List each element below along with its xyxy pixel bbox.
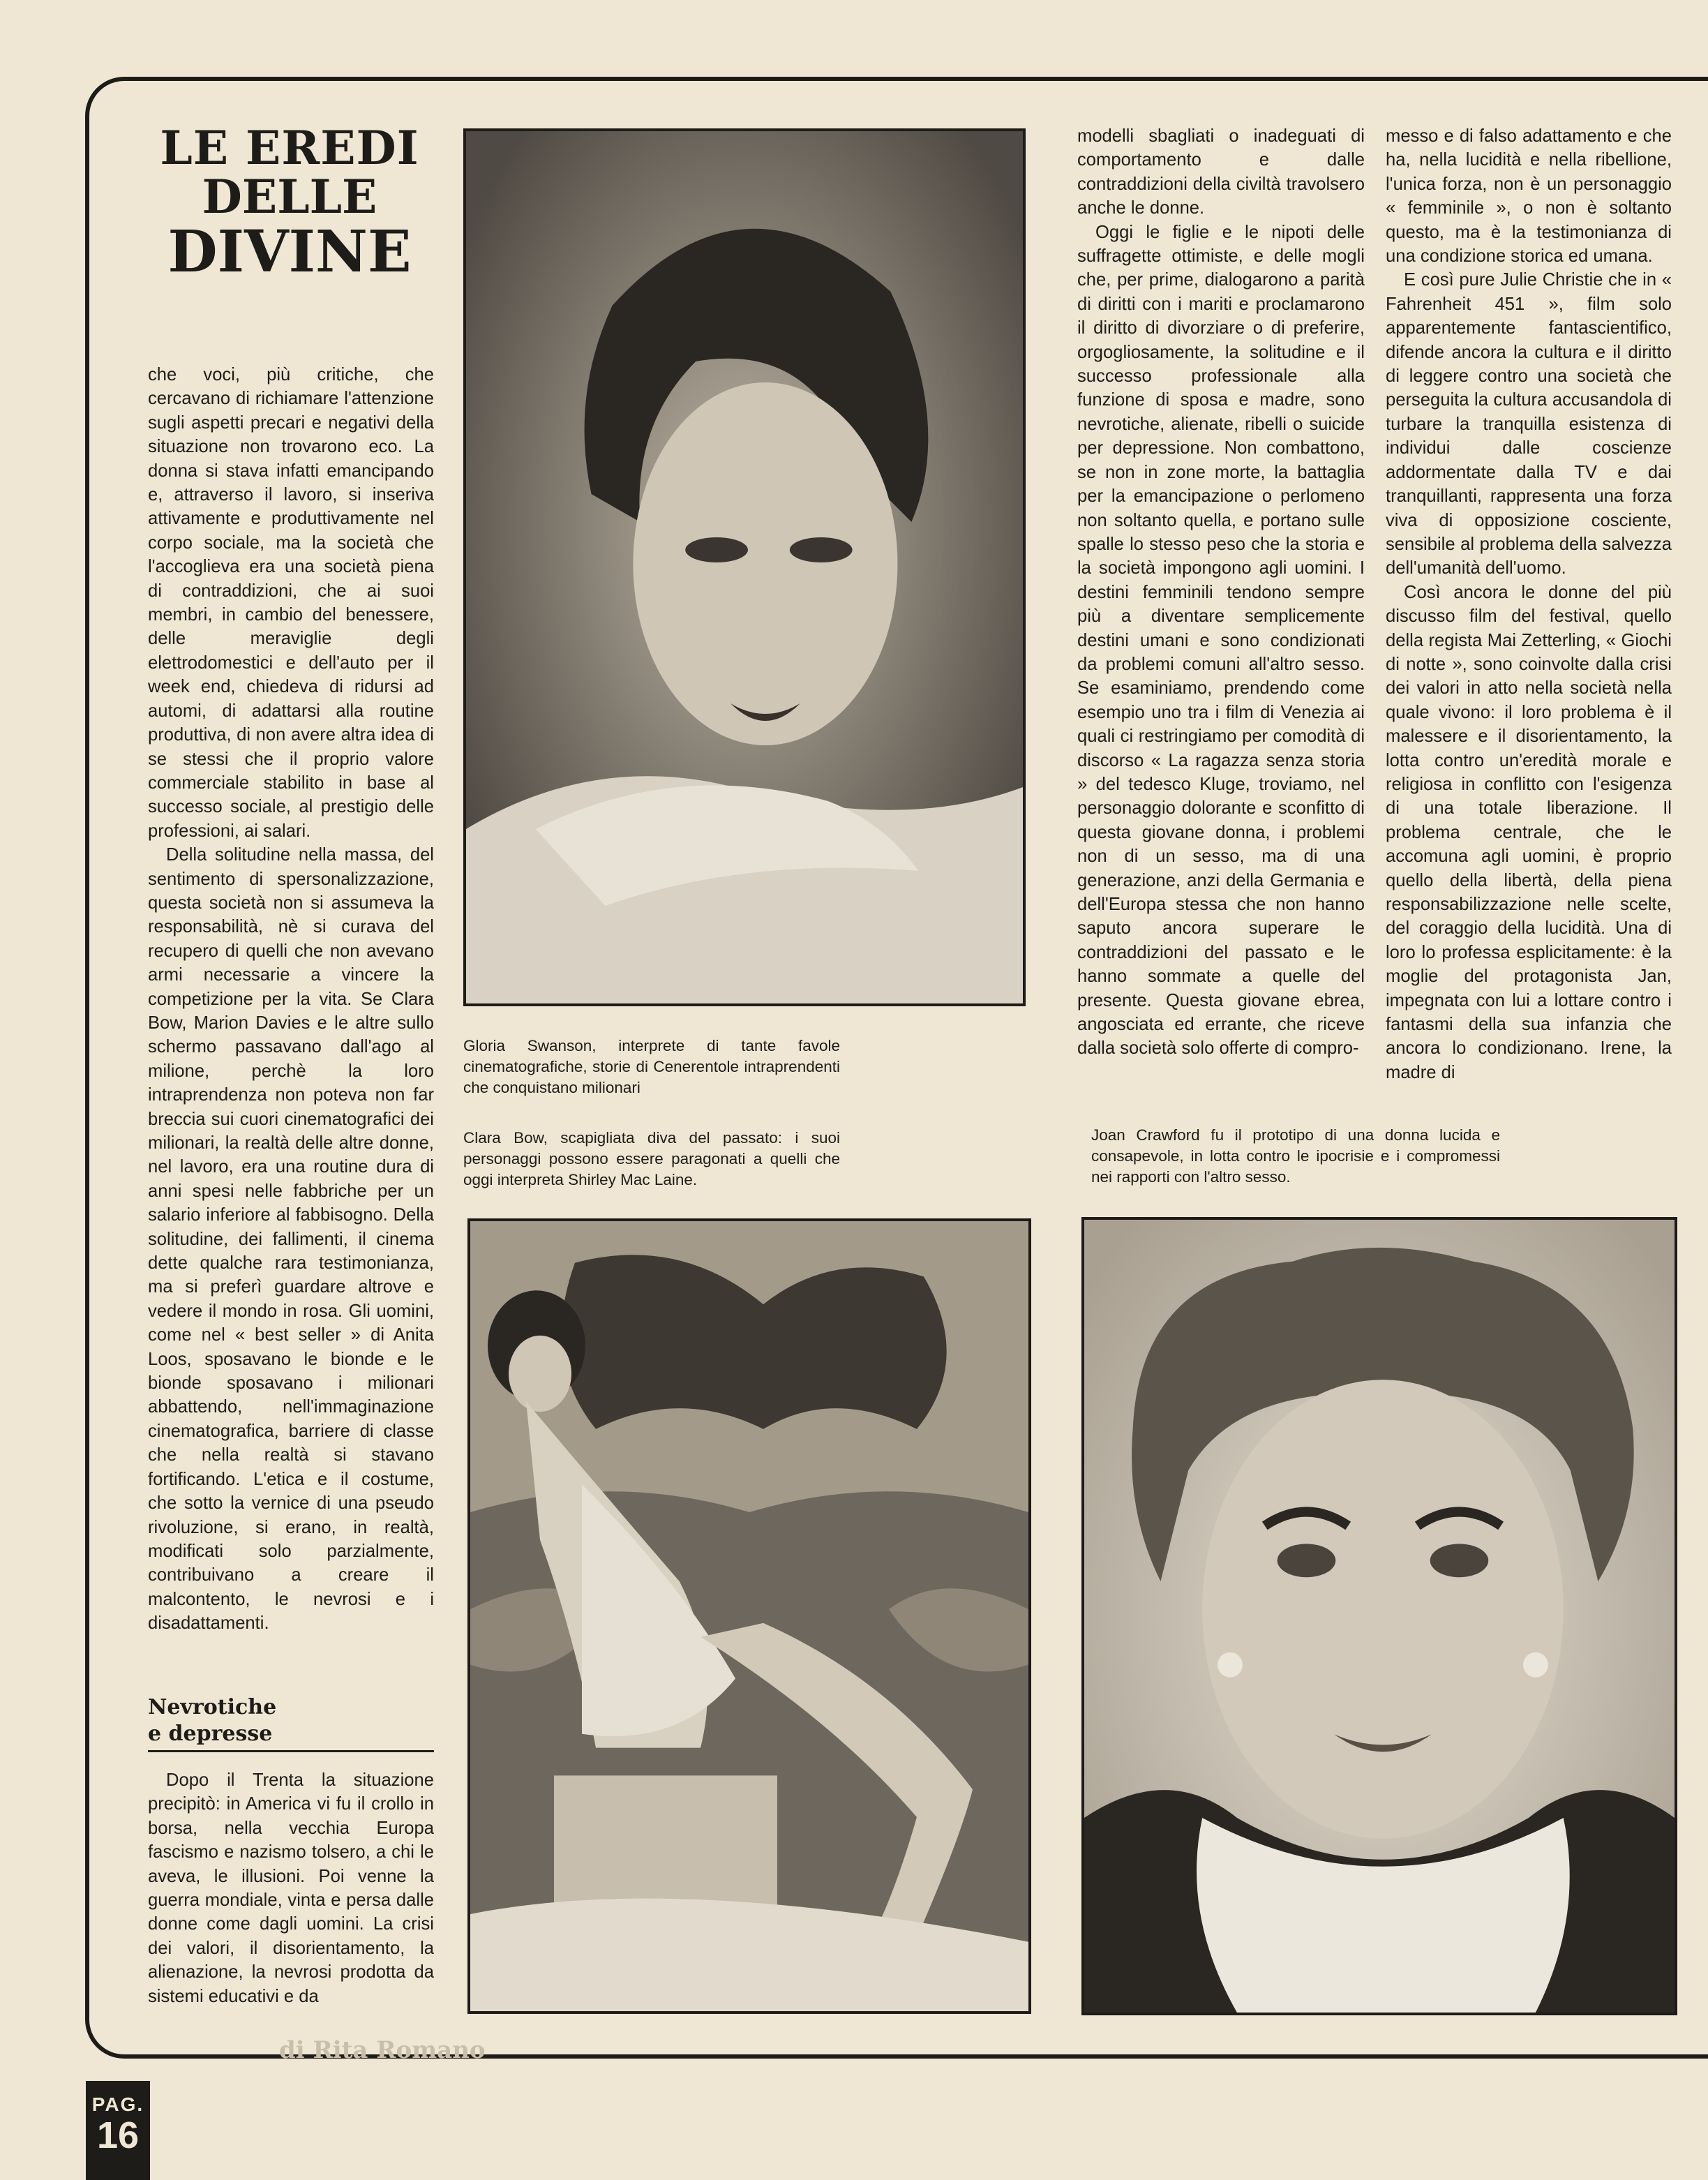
article-column-4 [1386,124,1672,1084]
article-column-1-continued [148,1768,434,2008]
column4-paragraph: E così pure Julie Christie che in « Fahrenheit 451 », film solo apparentemente fantascientifico, difende ancora la cultura e il diritto di leggere contro una società che perseguita la cultura accusandola di turbare la tranquilla esistenza di individui dalle coscienze addormentate dalla TV e dai tranquillanti, rappresenta una forza viva di opposizione cosciente, sensibile al problema della salvezza dell'umanità dell'uomo. [1386,270,1672,578]
column1-paragraph: Dopo il Trenta la situazione precipitò: in America vi fu il crollo in borsa, nella vecchia Europa fascismo e nazismo tolsero, a chi le aveva, le illusioni. Poi venne la guerra mondiale, vinta e persa dalle donne come dagli uomini. La crisi dei valori, il disorientamento, la alienazione, la nevrosi prodotta da sistemi educativi e da [148,1770,434,2006]
column3-paragraph: Oggi le figlie e le nipoti delle suffragette ottimiste, e delle mogli che, per prime, dialogarono a parità di diritti con i mariti e proclamarono il diritto di divorziare o di preferire, orgogliosamente, la solitudine e il successo professionale alla funzione di sposa e madre, sono nevrotiche, alienate, ribelli o suicide per depressione. Non combattono, se non in zone morte, la battaglia per la emancipazione o perlomeno non soltanto quella, e portano sulle spalle lo stesso peso che la storia e la società impongono agli uomini. I destini femminili tendono sempre più a diventare semplicemente destini umani e sono condizionati da problemi comuni all'altro sesso. Se esaminiamo, prendendo come esempio uno tra i film di Venezia ai quali ci restringiamo per comodità di discorso « La ragazza senza storia » del tedesco Kluge, troviamo, nel personaggio dolorante e sconfitto di questa giovane donna, i problemi non di un sesso, ma di una generazione, anzi della Germania e dell'Europa stessa che non hanno saputo ancora superare le contraddizioni del passato e le hanno sommate a quelle del presente. Questa giovane ebrea, angosciata ed errante, che riceve dalla società solo offerte di compro- [1077,222,1365,1059]
headline [143,121,436,285]
headline-line-3: DIVINE [167,218,412,285]
caption-clara-bow: Clara Bow, scapigliata diva del passato: i suoi personaggi possono essere paragonati a quelli che oggi interpreta Shirley Mac Laine. [463,1129,840,1188]
photo-gloria-swanson [463,128,1026,1006]
portrait-illustration [470,1221,1028,2011]
article-column-3 [1077,124,1365,1061]
byline-bleedthrough: di Rita Romano [279,2036,486,2064]
page-number: 16 [96,2114,140,2156]
column1-paragraph: Della solitudine nella massa, del sentimento di spersonalizzazione, questa società non si assumeva la responsabilità, nè si curava del recupero di quelli che non avevano armi necessarie a vincere la competizione per la vita. Se Clara Bow, Marion Davies e le altre sullo schermo passavano dall'ago al milione, perchè la loro intraprendenza non poteva non far breccia sui cuori cinematografici dei milionari, la realtà delle altre donne, nel lavoro, era una routine dura di anni spesi nelle fabbriche per un salario inferiore al fabbisogno. Della solitudine, dei fallimenti, il cinema dette qualche rara testimonianza, ma si preferì guardare altrove e vedere il mondo in rosa. Gli uomini, come nel « best seller » di Anita Loos, sposavano le bionde e le bionde sposavano i milionari abbattendo, nell'immaginazione cinematografica, barriere di classe che nella realtà si stavano fortificando. L'etica e il costume, che sotto la vernice di una pseudo rivoluzione, si erano, in realtà, modificati solo parzialmente, contribuivano a creare il malcontento, le nevrosi e i disadattamenti. [148,845,434,1634]
column1-paragraph: che voci, più critiche, che cercavano di richiamare l'attenzione sugli aspetti precari e negativi della situazione non trovarono eco. La donna si stava infatti emancipando e, attraverso il lavoro, si inseriva attivamente e produttivamente nel corpo sociale, ma la società che l'accoglieva era una società piena di contraddizioni, che ai suoi membri, in cambio del benessere, delle meraviglie degli elettrodomestici e dell'auto per il week end, chiedeva di ridursi ad automi, di adattarsi alla routine produttiva, di non avere altra idea di se stessi che il proprio valore commerciale stabilito in base al successo sociale, al prestigio delle professioni, ai salari. [148,365,434,841]
subheading-line-2: e depresse [148,1722,273,1746]
photo-joan-crawford [1081,1217,1677,2015]
column4-paragraph: Così ancora le donne del più discusso film del festival, quello della regista Mai Zetterling, « Giochi di notte », sono coinvolte dalla crisi dei valori in atto nella società nella quale vivono: il loro problema è il malessere e il disorientamento, la lotta contro un'eredità morale e religiosa in conflitto con l'esigenza di una totale liberazione. Il problema centrale, che le accomuna agli uomini, è proprio quello della libertà, della piena responsabilizzazione nelle scelte, del coraggio della lucidità. Una di loro lo professa esplicitamente: è la moglie del protagonista Jan, impegnata con lui a lottare contro i fantasmi della sua infanzia che ancora lo condizionano. Irene, la madre di [1386,582,1672,1082]
column4-paragraph: messo e di falso adattamento e che ha, nella lucidità e nella ribellione, l'unica forza, non è un personaggio « femminile », o non è soltanto questo, ma è la testimonianza di una condizione storica ed umana. [1386,126,1672,267]
article-column-1 [148,363,434,1636]
column3-paragraph: modelli sbagliati o inadeguati di comportamento e dalle contraddizioni della civiltà travolsero anche le donne. [1077,126,1365,218]
caption-gloria-swanson: Gloria Swanson, interprete di tante favole cinematografiche, storie di Cenerentole intraprendenti che conquistano milionari [463,1037,840,1096]
subheading-line-1: Nevrotiche [148,1695,277,1719]
page-number-box [86,2081,150,2180]
portrait-illustration [466,131,1023,1003]
page-label: PAG. [91,2093,144,2115]
portrait-illustration [1084,1220,1675,2013]
photo-clara-bow [467,1218,1031,2014]
caption-joan-crawford: Joan Crawford fu il prototipo di una donna lucida e consapevole, in lotta contro le ipocrisie e i compromessi nei rapporti con l'altro sesso. [1091,1126,1500,1186]
subheading [148,1694,434,1752]
headline-line-1: LE EREDI [160,121,419,175]
headline-line-2: DELLE [202,169,377,224]
